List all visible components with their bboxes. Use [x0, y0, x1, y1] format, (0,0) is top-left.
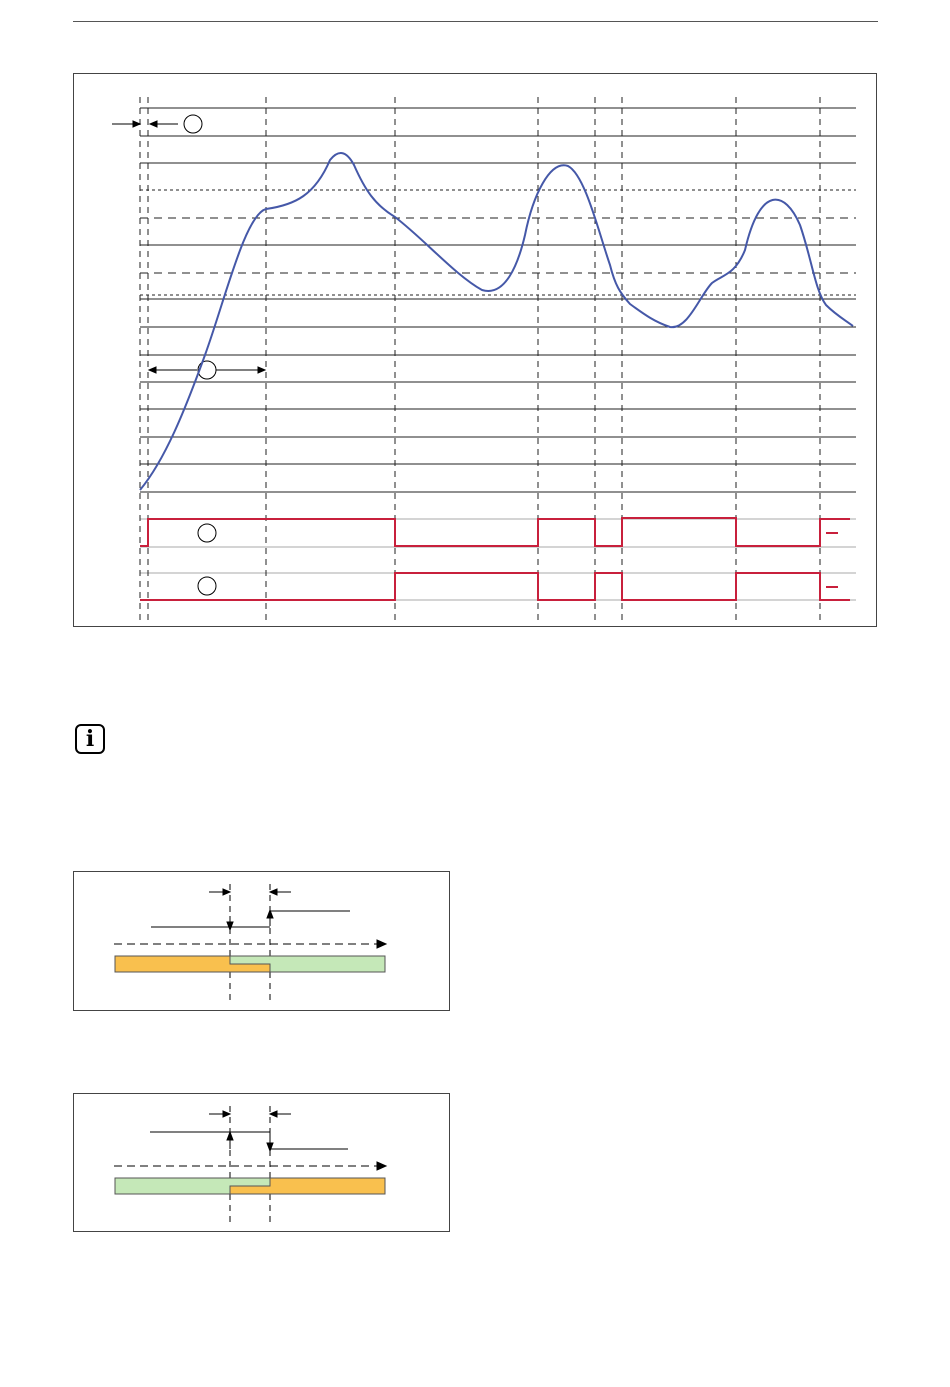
time-markers [140, 97, 820, 620]
marker-circle-1 [184, 115, 202, 133]
threshold-lines [140, 190, 856, 295]
diagram-frame [74, 74, 877, 627]
info-icon [75, 724, 105, 754]
process-curve [140, 153, 853, 490]
marker-circle-2 [198, 361, 216, 379]
output-row-lines [140, 519, 856, 600]
info-icon-glyph: i [85, 726, 95, 752]
grid-lines [140, 108, 856, 492]
marker-circle-4 [198, 577, 216, 595]
output-1-signal [140, 518, 850, 546]
hysteresis-diagram-2 [74, 1094, 450, 1232]
output-2-signal [140, 573, 850, 600]
delay-marker [112, 121, 178, 127]
marker-circle-3 [198, 524, 216, 542]
hysteresis-diagram-1 [74, 872, 450, 1011]
